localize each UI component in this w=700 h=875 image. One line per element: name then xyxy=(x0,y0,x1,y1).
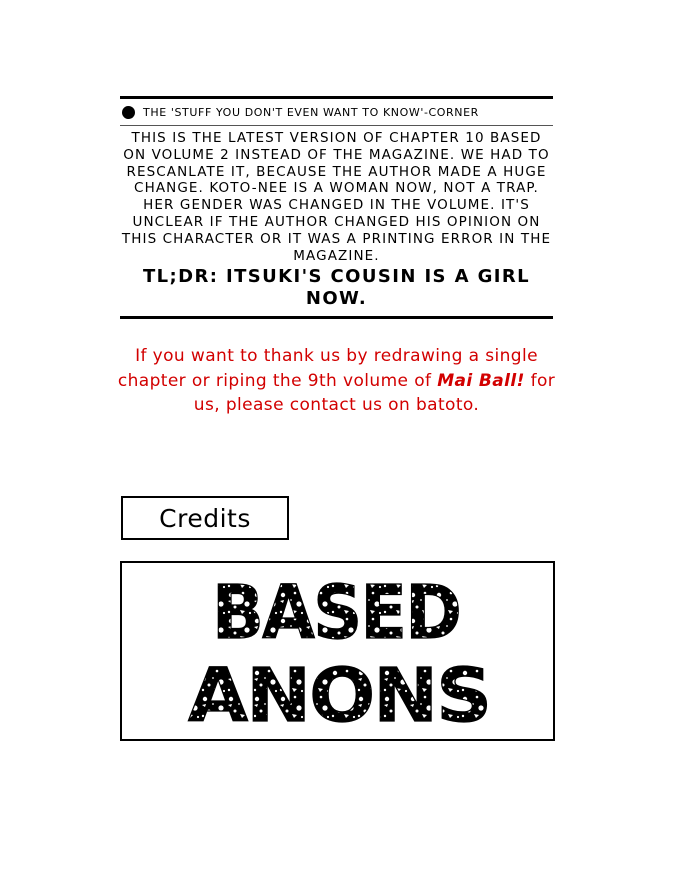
manga-title-highlight: Mai Ball! xyxy=(437,370,525,391)
thank-you-text-before: If you want to thank us by redrawing a single chapter or riping the 9th volume of xyxy=(117,346,538,391)
bullet-dot-icon xyxy=(122,106,135,119)
corner-header xyxy=(120,99,553,125)
thank-you-message xyxy=(110,344,563,418)
credits-box xyxy=(121,496,289,540)
bottom-heavy-rule xyxy=(120,316,553,319)
stuff-corner-note xyxy=(120,96,553,319)
logo-line-based: BASED xyxy=(212,570,460,656)
based-anons-logo xyxy=(122,563,553,739)
tldr-text: TL;DR: ITSUKI'S COUSIN IS A GIRL NOW. xyxy=(142,266,530,310)
note-body-text: THIS IS THE LATEST VERSION OF CHAPTER 10 BASED ON VOLUME 2 INSTEAD OF THE MAGAZINE. WE HAD TO RESCANLATE IT, BECAUSE THE AUTHOR MADE A HUGE CHANGE. KOTO-NEE IS A WOMAN NOW, NOT A TRAP. HER GENDER WAS CHANGED IN THE VOLUME. IT'S UNCLEAR IF THE AUTHOR CHANGED HIS OPINION ON THIS CHARACTER OR IT WAS A PRINTING ERROR IN THE MAGAZINE. xyxy=(121,130,552,264)
group-logo-box xyxy=(120,561,555,741)
thank-you-text-after: for us, please contact us on batoto. xyxy=(193,370,556,415)
corner-title: THE 'STUFF YOU DON'T EVEN WANT TO KNOW'-CORNER xyxy=(143,105,479,119)
credits-label: Credits xyxy=(159,503,251,533)
logo-line-anons: ANONS xyxy=(188,653,490,739)
